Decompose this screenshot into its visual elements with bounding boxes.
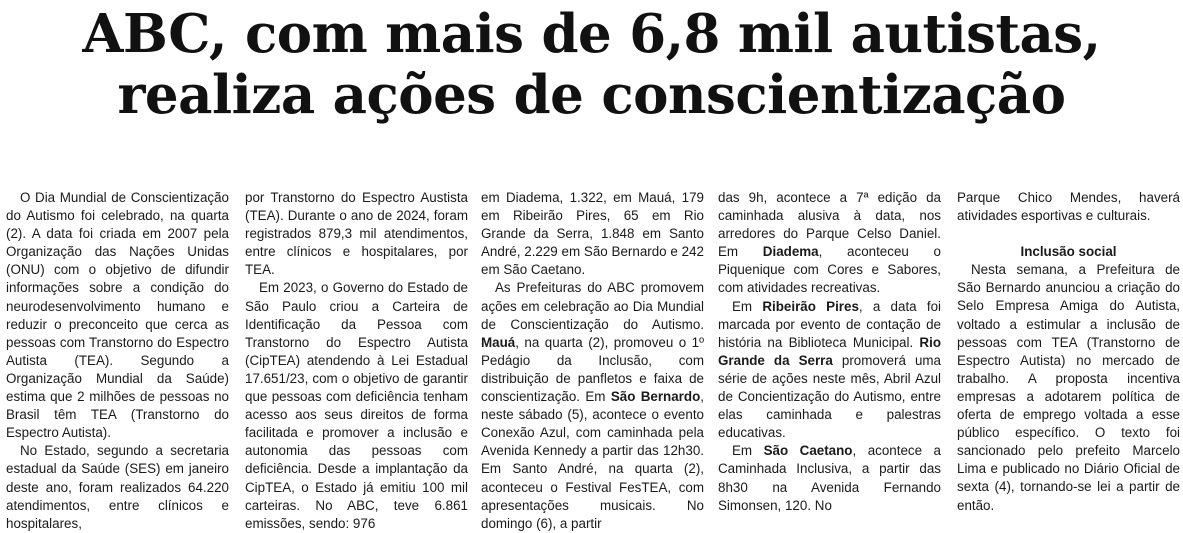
- column-4: [718, 189, 941, 515]
- paragraph: Parque Chico Mendes, haverá atividades esportivas e culturais.: [957, 190, 1180, 224]
- paragraph: [718, 298, 941, 443]
- text-run: promoverá uma série de ações neste mês, Abril Azul de Concientização do Autismo, entre elas caminhada e palestras educativas.: [718, 352, 942, 441]
- column-2: [245, 189, 468, 533]
- headline: [0, 4, 1183, 126]
- section-subheading: Inclusão social: [1020, 244, 1117, 260]
- text-run: , acontece a Caminhada Inclusiva, a partir das 8h30 na Avenida Fernando Simonsen, 120. No: [718, 443, 941, 513]
- city-name-ribeirao-pires: Ribeirão Pires: [762, 298, 859, 314]
- text-run: As Prefeituras do ABC promovem ações em celebração ao Dia Mundial de Conscientização do Autismo.: [481, 280, 704, 332]
- headline-line-1: ABC, com mais de 6,8 mil autistas,: [82, 3, 1101, 65]
- column-5: [957, 189, 1180, 515]
- text-run: , na quarta (2), promoveu o 1º Pedágio da Inclusão, com distribuição de panfletos e faixa de conscientização. Em: [481, 334, 704, 405]
- paragraph: por Transtorno do Espectro Austista (TEA). Durante o ano de 2024, foram registrados 879,3 mil atendimentos, entre clínicos e hospitalares, por TEA.: [245, 190, 468, 278]
- column-3: [481, 189, 704, 533]
- text-run: Em: [732, 443, 764, 459]
- paragraph: [718, 442, 941, 514]
- paragraph: [481, 279, 704, 532]
- text-run: , a data foi marcada por evento de contação de história na Biblioteca Municipal.: [718, 298, 941, 350]
- paragraph: O Dia Mundial de Conscientização do Autismo foi celebrado, na quarta (2). A data foi criada em 2007 pela Organização das Nações Unidas (ONU) com o objetivo de difundir informações sobre a condição do neurodesenvolvimento humano e reduzir o preconceito que cerca as pessoas com Transtorno do Espectro Autista (TEA). Segundo a Organização Mundial da Saúde) estima que 2 milhões de pessoas no Brasil têm TEA (Transtorno do Espectro Autista).: [6, 190, 229, 441]
- city-name-diadema: Diadema: [762, 244, 819, 260]
- city-name-maua: Mauá: [481, 334, 516, 350]
- text-run: , aconteceu o Piquenique com Cores e Sabores, com atividades recreativas.: [718, 244, 941, 296]
- paragraph: Nesta semana, a Prefeitura de São Bernardo anunciou a criação do Selo Empresa Amiga do Autista, voltado a estimular a inclusão de pessoas com TEA (Transtorno de Espectro Autista) no mercado de trabalho. A proposta incentiva empresas a adotarem política de oferta de emprego voltada a esse público específico. O texto foi sancionado pelo prefeito Marcelo Lima e publicado no Diário Oficial de sexta (4), tornando-se lei a partir de então.: [957, 262, 1180, 513]
- city-name-sao-caetano: São Caetano: [763, 443, 853, 459]
- paragraph: Em 2023, o Governo do Estado de São Paulo criou a Carteira de Identificação da Pessoa com Transtorno do Espectro Autista (CipTEA) atendendo à Lei Estadual 17.651/23, com o objetivo de garantir que pessoas com deficiência tenham acesso aos seus direitos de forma facilitada e promover a inclusão e autonomia das pessoas com deficiência. Desde a implantação da CipTEA, o Estado já emitiu 100 mil carteiras. No ABC, teve 6.861 emissões, sendo: 976: [245, 280, 468, 531]
- city-name-rio-grande-da-serra: Rio Grande da Serra: [718, 334, 941, 368]
- text-run: das 9h, acontece a 7ª edição da caminhada alusiva à data, nos arredores do Parque Celso Daniel. Em: [718, 190, 941, 260]
- column-1: [6, 189, 229, 533]
- text-run: , neste sábado (5), acontece o evento Conexão Azul, com caminhada pela Avenida Kennedy a partir das 12h30. Em Santo André, na quarta (2), aconteceu o Festival FesTEA, com apresentações musicais. No domingo (6), a partir: [481, 389, 704, 531]
- city-name-sao-bernardo: São Bernardo: [610, 389, 701, 405]
- headline-line-2: realiza ações de conscientização: [117, 64, 1066, 126]
- paragraph: em Diadema, 1.322, em Mauá, 179 em Ribeirão Pires, 65 em Rio Grande da Serra, 1.848 em Santo André, 2.229 em São Bernardo e 242 em São Caetano.: [481, 190, 704, 278]
- paragraph: No Estado, segundo a secretaria estadual da Saúde (SES) em janeiro deste ano, foram realizados 64.220 atendimentos, entre clínicos e hospitalares,: [6, 443, 229, 531]
- text-run: Em: [732, 298, 763, 314]
- paragraph: [718, 189, 941, 298]
